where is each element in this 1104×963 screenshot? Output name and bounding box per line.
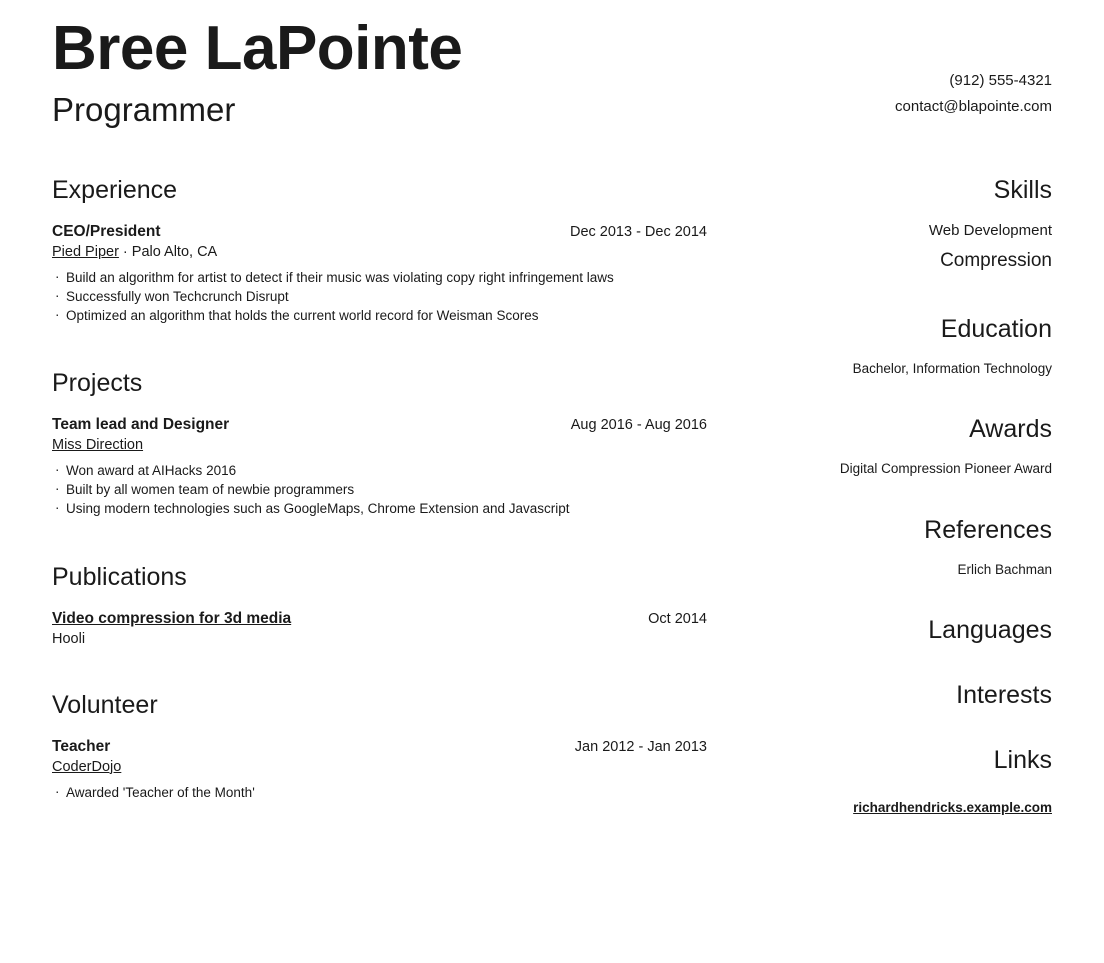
entry-position: Team lead and Designer: [52, 416, 230, 434]
job-title: Programmer: [52, 91, 236, 128]
entry-date: Oct 2014: [648, 610, 707, 627]
entry-header: [52, 738, 707, 756]
entry-date: Dec 2013 - Dec 2014: [569, 223, 707, 240]
resume-header: [0, 0, 1104, 130]
side-section-references: [737, 516, 1052, 581]
volunteer-entry: [52, 738, 707, 802]
entry-position: CEO/President: [52, 222, 161, 240]
entry-position: Teacher: [52, 737, 111, 755]
list-item: · Built by all women team of newbie programmers: [52, 480, 707, 499]
list-item: · Using modern technologies such as GoogleMaps, Chrome Extension and Javascript: [52, 499, 707, 518]
phone-number: (912) 555-4321: [949, 72, 1052, 89]
side-section-awards: [737, 415, 1052, 480]
section-heading-education: Education: [940, 314, 1052, 343]
entry-subtitle: [52, 759, 707, 775]
list-item: · Successfully won Techcrunch Disrupt: [52, 287, 707, 306]
contact-block: [895, 18, 1052, 119]
section-heading-languages: Languages: [928, 616, 1052, 645]
reference-item: Erlich Bachman: [957, 561, 1052, 577]
list-item: · Optimized an algorithm that holds the current world record for Weisman Scores: [52, 306, 707, 325]
resume-body: [0, 176, 1104, 819]
experience-entry: [52, 223, 707, 325]
section-publications: [52, 563, 707, 647]
entry-organization: Hooli: [52, 630, 86, 647]
side-section-links: [737, 746, 1052, 819]
section-heading-interests: Interests: [956, 681, 1052, 710]
section-heading-publications: Publications: [52, 562, 187, 591]
page-title: Bree LaPointe: [52, 14, 463, 83]
section-heading-volunteer: Volunteer: [52, 690, 158, 719]
section-heading-experience: Experience: [52, 175, 178, 204]
entry-bullets: [52, 268, 707, 325]
side-section-languages: [737, 616, 1052, 645]
entry-bullets: [52, 461, 707, 518]
entry-organization[interactable]: Miss Direction: [52, 437, 144, 454]
section-volunteer: [52, 691, 707, 802]
publication-entry: [52, 610, 707, 647]
list-item: · Build an algorithm for artist to detect if their music was violating copy right infringement laws: [52, 268, 707, 287]
entry-organization[interactable]: Pied Piper: [52, 243, 119, 260]
identity-block: [52, 14, 463, 130]
section-heading-references: References: [924, 515, 1052, 544]
entry-date: Aug 2016 - Aug 2016: [570, 417, 707, 434]
entry-bullets: [52, 783, 707, 802]
section-heading-awards: Awards: [969, 415, 1052, 444]
entry-date: Jan 2012 - Jan 2013: [574, 738, 707, 755]
entry-subtitle: [52, 631, 707, 647]
section-heading-skills: Skills: [993, 175, 1052, 204]
side-section-skills: [737, 176, 1052, 279]
education-item: Bachelor, Information Technology: [852, 360, 1052, 376]
list-item: · Awarded 'Teacher of the Month': [52, 783, 707, 802]
website-link[interactable]: richardhendricks.example.com: [853, 800, 1052, 816]
list-item: · Won award at AIHacks 2016: [52, 461, 707, 480]
email-address[interactable]: contact@blapointe.com: [895, 97, 1052, 115]
main-column: [52, 176, 707, 819]
side-section-education: [737, 315, 1052, 380]
side-column: [707, 176, 1052, 819]
entry-subtitle: [52, 244, 707, 260]
section-heading-links: Links: [993, 746, 1052, 775]
skill-item: Web Development: [928, 221, 1052, 239]
section-projects: [52, 369, 707, 518]
entry-subtitle: [52, 437, 707, 453]
skill-item: Compression: [940, 249, 1052, 271]
section-heading-projects: Projects: [52, 369, 143, 398]
entry-header: [52, 610, 707, 628]
project-entry: [52, 416, 707, 518]
entry-organization[interactable]: CoderDojo: [52, 758, 122, 775]
section-experience: [52, 176, 707, 325]
entry-position[interactable]: Video compression for 3d media: [52, 609, 292, 627]
entry-header: [52, 223, 707, 241]
award-item: Digital Compression Pioneer Award: [839, 461, 1052, 477]
entry-location: · Palo Alto, CA: [118, 243, 218, 260]
entry-header: [52, 416, 707, 434]
side-section-interests: [737, 681, 1052, 710]
